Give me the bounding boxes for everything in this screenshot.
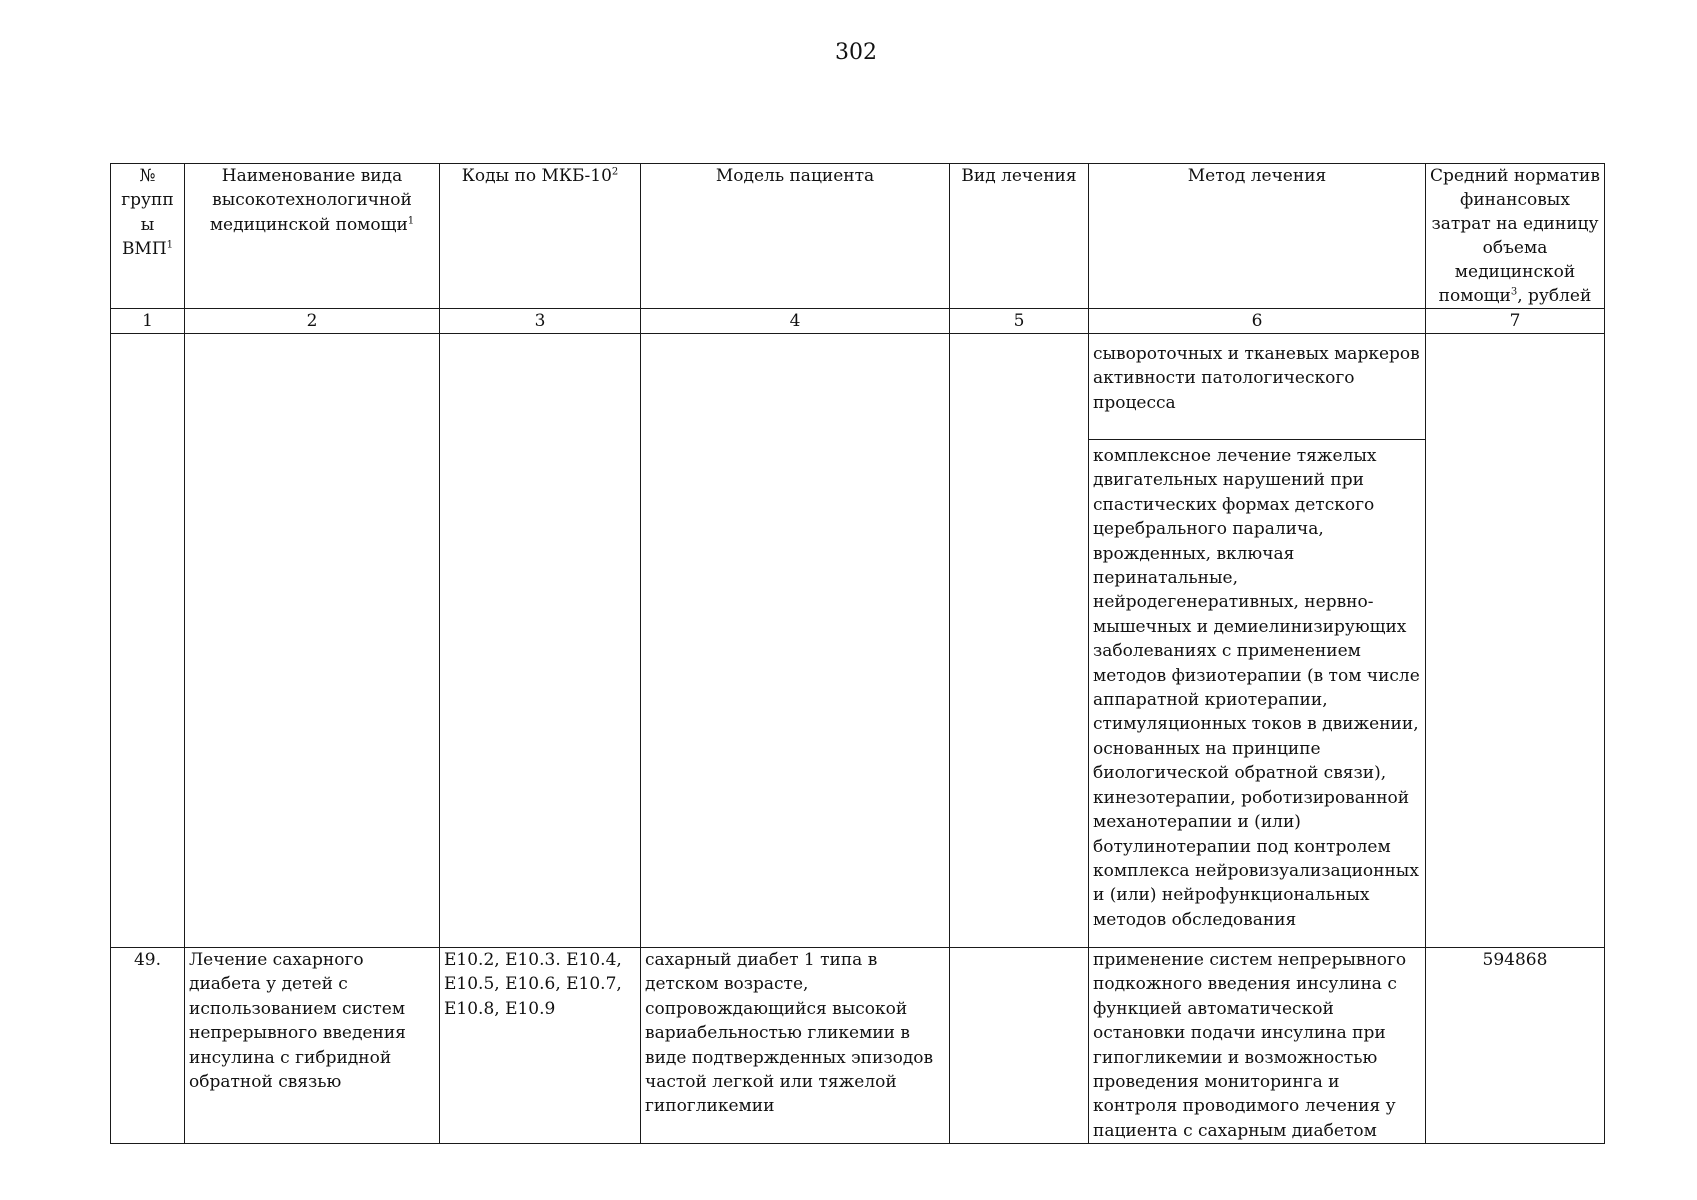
column-number: 7 (1426, 309, 1605, 334)
column-number: 5 (950, 309, 1089, 334)
empty-cell (440, 334, 641, 948)
header-icd-codes-text: Коды по МКБ-10 (461, 166, 612, 186)
column-number: 4 (641, 309, 950, 334)
header-patient-model: Модель пациента (641, 164, 950, 309)
header-row (111, 164, 1605, 309)
treatment-method-cell: применение систем непрерывного подкожного введения инсулина с функцией автоматической остановки подачи инсулина при гипогликемии и возможностью проведения мониторинга и контроля проводимого лечения у пациента с сахарным диабетом (1089, 948, 1426, 1144)
care-type-cell: Лечение сахарного диабета у детей с использованием систем непрерывного введения инсулина с гибридной обратной связью (185, 948, 440, 1144)
column-number-row (111, 309, 1605, 334)
method-continuation-cell (1089, 334, 1426, 948)
footnote-mark: 1 (407, 215, 415, 227)
footnote-mark: 1 (166, 239, 174, 251)
empty-cell (641, 334, 950, 948)
method-continuation-text: сывороточных и тканевых маркеров активности патологического процесса (1089, 334, 1425, 440)
patient-model-cell: сахарный диабет 1 типа в детском возрасте, сопровождающийся высокой вариабельностью гликемии в виде подтвержденных эпизодов частой легкой или тяжелой гипогликемии (641, 948, 950, 1144)
empty-cell (111, 334, 185, 948)
column-number: 6 (1089, 309, 1426, 334)
header-cost-standard-text: Средний норматив финансовых затрат на единицу объема медицинской помощи (1430, 166, 1600, 306)
header-cost-standard (1426, 164, 1605, 309)
header-cost-unit: , рублей (1517, 286, 1592, 306)
vmp-table (110, 163, 1605, 1144)
empty-cell (950, 334, 1089, 948)
empty-cell (1426, 334, 1605, 948)
header-group-number (111, 164, 185, 309)
header-treatment-method: Метод лечения (1089, 164, 1426, 309)
continuation-row (111, 334, 1605, 948)
page-number: 302 (835, 40, 877, 65)
header-care-type (185, 164, 440, 309)
icd-codes-cell: E10.2, E10.3. E10.4, E10.5, E10.6, E10.7, E10.8, E10.9 (440, 948, 641, 1144)
column-number: 3 (440, 309, 641, 334)
empty-cell (185, 334, 440, 948)
column-number: 2 (185, 309, 440, 334)
footnote-mark: 3 (1510, 286, 1518, 298)
header-icd-codes (440, 164, 641, 309)
header-group-number-text: № групп ы ВМП (121, 166, 174, 260)
cost-cell: 594868 (1426, 948, 1605, 1144)
header-treatment-type: Вид лечения (950, 164, 1089, 309)
footnote-mark: 2 (611, 166, 619, 178)
column-number: 1 (111, 309, 185, 334)
treatment-type-cell (950, 948, 1089, 1144)
method-complex-treatment-text: комплексное лечение тяжелых двигательных нарушений при спастических формах детского церебрального паралича, врожденных, включая перинатальные, нейродегенеративных, нервно-мышечных и демиелинизирующих заболеваниях с применением методов физиотерапии (в том числе аппаратной криотерапии, стимуляционных токов в движении, основанных на принципе биологической обратной связи), кинезотерапии, роботизированной механотерапии и (или) ботулинотерапии под контролем комплекса нейровизуализационных и (или) нейрофункциональных методов обследования (1093, 446, 1420, 930)
table-row (111, 948, 1605, 1144)
group-number-cell: 49. (111, 948, 185, 1144)
header-care-type-text: Наименование вида высокотехнологичной медицинской помощи (209, 166, 412, 235)
